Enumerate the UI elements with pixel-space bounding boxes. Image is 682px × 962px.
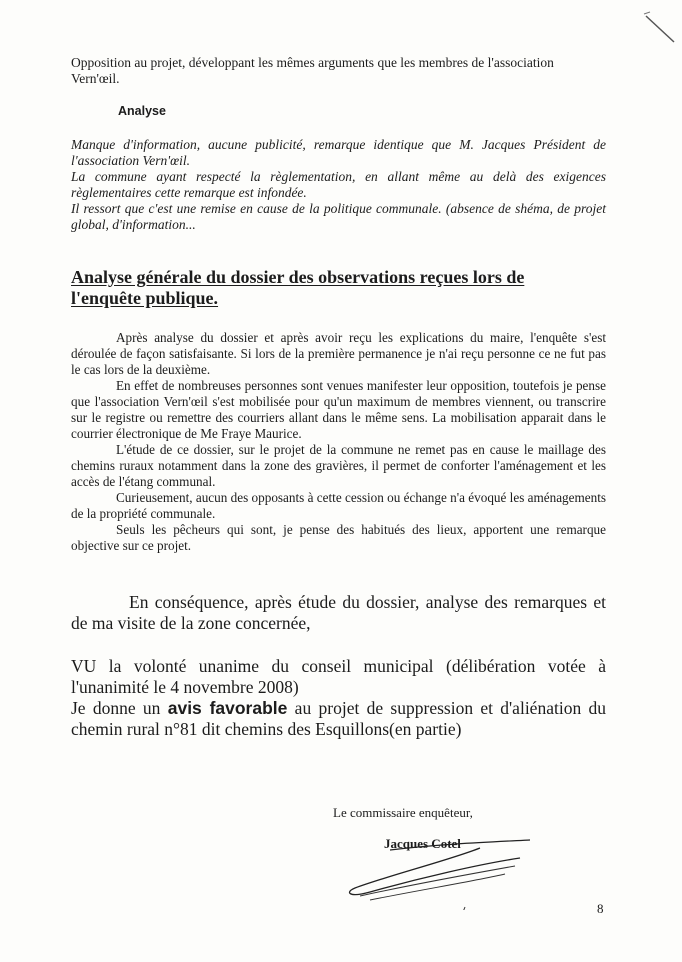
analyse-line: Il ressort que c'est une remise en cause de la politique communale. (absence de shéma, de projet global, d'information... xyxy=(71,201,606,232)
avis-paragraph: Je donne un avis favorable au projet de suppression et d'aliénation du chemin rural n°81 dit chemins des Esquillons(en partie) xyxy=(71,698,606,739)
vu-paragraph: VU la volonté unanime du conseil municipal (délibération votée à l'unanimité le 4 novembre 2008) xyxy=(71,656,606,697)
scan-artifact-mark xyxy=(640,8,680,48)
page-number: 8 xyxy=(597,901,604,916)
consequence-paragraph: En conséquence, après étude du dossier, analyse des remarques et de ma visite de la zone concernée, xyxy=(71,592,606,633)
analyse-line: La commune ayant respecté la règlementation, en allant même au delà des exigences règlementaires cette remarque est infondée. xyxy=(71,169,606,200)
analysis-body xyxy=(71,330,606,554)
body-paragraph: L'étude de ce dossier, sur le projet de la commune ne remet pas en cause le maillage des chemins ruraux notamment dans la zone des gravières, il permet de conforter l'aménagement et les accès de l'étang communal. xyxy=(71,442,606,489)
signer-name: Jacques Cotel xyxy=(384,836,461,851)
avis-favorable-label: avis favorable xyxy=(167,698,288,718)
body-paragraph: Curieusement, aucun des opposants à cette cession ou échange n'a évoqué les aménagements de la propriété communale. xyxy=(71,490,606,521)
analyse-heading: Analyse xyxy=(118,104,166,118)
intro-paragraph: Opposition au projet, développant les mêmes arguments que les membres de l'association Vern'œil. xyxy=(71,55,554,86)
body-paragraph: Seuls les pêcheurs qui sont, je pense des habitués des lieux, apportent une remarque objective sur ce projet. xyxy=(71,522,606,553)
section-title: Analyse générale du dossier des observations reçues lors de l'enquête publique. xyxy=(71,267,525,308)
analyse-text xyxy=(71,137,606,233)
body-paragraph: Après analyse du dossier et après avoir reçu les explications du maire, l'enquête s'est déroulée de façon satisfaisante. Si lors de la première permanence je n'ai reçu personne ce ne fut pas le cas lors de la deuxième. xyxy=(71,330,606,377)
consequence-block xyxy=(71,592,606,634)
analyse-line: Manque d'information, aucune publicité, remarque identique que M. Jacques Président de l'association Vern'œil. xyxy=(71,137,606,168)
commissaire-label: Le commissaire enquêteur, xyxy=(333,805,473,820)
decision-block xyxy=(71,656,606,740)
body-paragraph: En effet de nombreuses personnes sont venues manifester leur opposition, toutefois je pense que l'association Vern'œil s'est mobilisée pour qu'un maximum de membres viennent, ou transcrire sur le registre ou remettre des courriers allant dans le même sens. La mobilisation apparait dans le courrier électronique de Me Fraye Maurice. xyxy=(71,378,606,441)
handwritten-signature xyxy=(330,830,550,910)
